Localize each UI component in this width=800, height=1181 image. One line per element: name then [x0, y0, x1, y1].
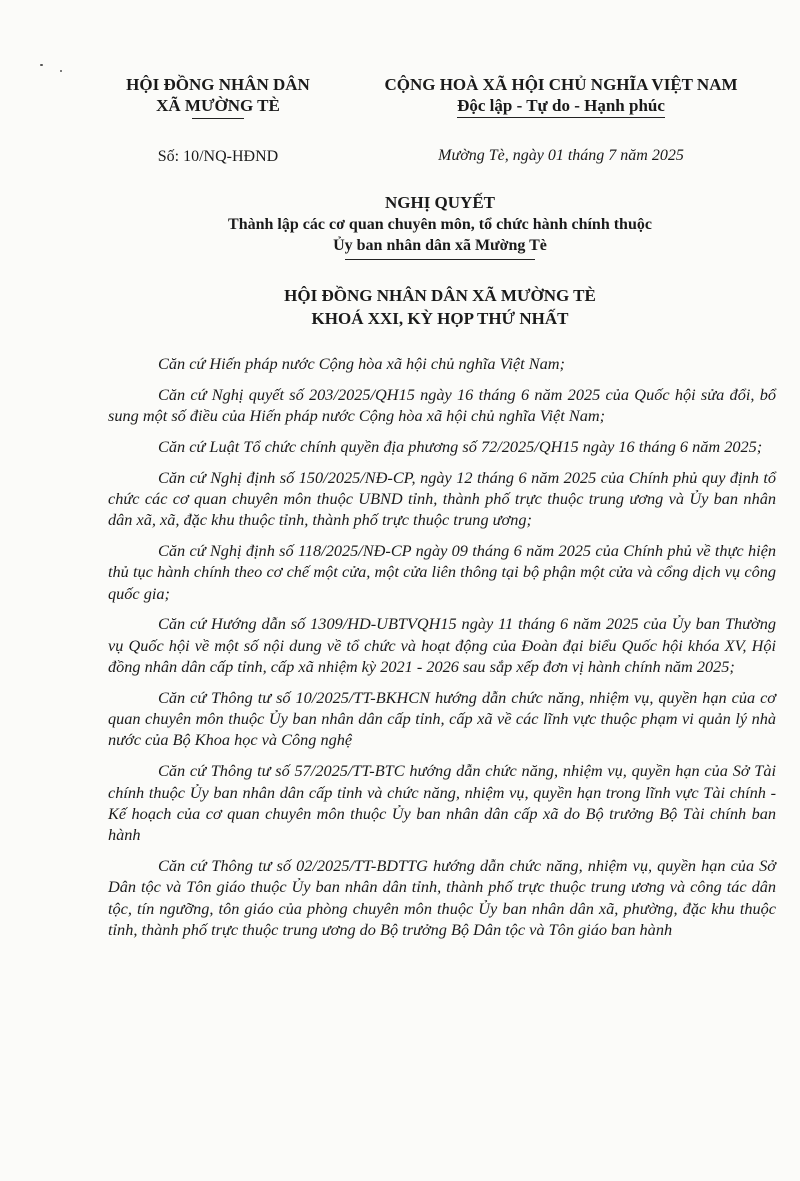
issuer-line-2: KHOÁ XXI, KỲ HỌP THỨ NHẤT [311, 309, 569, 328]
document-title [100, 192, 780, 260]
issuer-line-1: HỘI ĐỒNG NHÂN DÂN XÃ MƯỜNG TÈ [284, 286, 596, 305]
national-motto: Độc lập - Tự do - Hạnh phúc [457, 95, 665, 118]
legal-basis-paragraph: Căn cứ Hiến pháp nước Cộng hòa xã hội chủ nghĩa Việt Nam; [158, 354, 565, 373]
legal-basis-paragraph: Căn cứ Nghị quyết số 203/2025/QH15 ngày 16 tháng 6 năm 2025 của Quốc hội sửa đổi, bổ sung một số điều của Hiến pháp nước Cộng hòa xã hội chủ nghĩa Việt Nam; [108, 384, 776, 426]
scan-speck [40, 64, 43, 66]
subject-line-1: Thành lập các cơ quan chuyên môn, tổ chức hành chính thuộc [228, 216, 652, 233]
title-underline [345, 259, 535, 260]
legal-basis [108, 353, 776, 950]
document-number: Số: 10/NQ-HĐND [157, 148, 279, 165]
document-type: NGHỊ QUYẾT [384, 193, 496, 212]
scan-speck [60, 70, 62, 72]
legal-basis-paragraph: Căn cứ Hướng dẫn số 1309/HD-UBTVQH15 ngày 11 tháng 6 năm 2025 của Ủy ban Thường vụ Quốc hội về một số nội dung về tổ chức và hoạt động của Đoàn đại biểu Quốc hội khóa XV, Hội đồng nhân dân cấp tỉnh, cấp xã nhiệm kỳ 2021 - 2026 sau sắp xếp đơn vị hành chính năm 2025; [108, 614, 776, 677]
legal-basis-paragraph: Căn cứ Thông tư số 02/2025/TT-BDTTG hướng dẫn chức năng, nhiệm vụ, quyền hạn của Sở Dân tộc và Tôn giáo thuộc Ủy ban nhân dân tỉnh, thành phố trực thuộc trung ương và công tác dân tộc, tín ngưỡng, tôn giáo của phòng chuyên môn thuộc Ủy ban nhân dân xã, phường, đặc khu thuộc tỉnh, thành phố trực thuộc trung ương do Bộ trưởng Bộ Dân tộc và Tôn giáo ban hành [108, 855, 776, 939]
subject-line-2: Ủy ban nhân dân xã Mường Tè [333, 237, 547, 254]
legal-basis-paragraph: Căn cứ Thông tư số 57/2025/TT-BTC hướng dẫn chức năng, nhiệm vụ, quyền hạn của Sở Tài chính thuộc Ủy ban nhân dân cấp tỉnh và chức năng, nhiệm vụ, quyền hạn trong lĩnh vực Tài chính - Kế hoạch của cơ quan chuyên môn thuộc Ủy ban nhân dân cấp xã do Bộ trưởng Bộ Tài chính ban hành [108, 761, 776, 845]
council-name-line2: XÃ MƯỜNG TÈ [156, 96, 280, 115]
national-title [352, 74, 770, 118]
place-and-date: Mường Tè, ngày 01 tháng 7 năm 2025 [438, 147, 684, 164]
legal-basis-paragraph: Căn cứ Nghị định số 118/2025/NĐ-CP ngày 09 tháng 6 năm 2025 của Chính phủ về thực hiện thủ tục hành chính theo cơ chế một cửa, một cửa liên thông tại bộ phận một cửa và cổng dịch vụ công quốc gia; [108, 541, 776, 603]
legal-basis-paragraph: Căn cứ Nghị định số 150/2025/NĐ-CP, ngày 12 tháng 6 năm 2025 của Chính phủ quy định tổ chức các cơ quan chuyên môn thuộc UBND tỉnh, thành phố trực thuộc trung ương và Ủy ban nhân dân xã, xã, đặc khu thuộc tỉnh, thành phố trực thuộc trung ương; [108, 467, 776, 530]
legal-basis-paragraph: Căn cứ Thông tư số 10/2025/TT-BKHCN hướng dẫn chức năng, nhiệm vụ, quyền hạn của cơ quan chuyên môn thuộc Ủy ban nhân dân cấp tỉnh, cấp xã về các lĩnh vực thuộc phạm vi quản lý nhà nước của Bộ Khoa học và Công nghệ [108, 687, 776, 750]
state-name: CỘNG HOÀ XÃ HỘI CHỦ NGHĨA VIỆT NAM [384, 75, 738, 94]
council-name-line1: HỘI ĐỒNG NHÂN DÂN [126, 75, 310, 94]
issuing-body [100, 284, 780, 330]
issuing-authority [108, 74, 328, 119]
authority-underline [192, 118, 244, 119]
legal-basis-paragraph: Căn cứ Luật Tổ chức chính quyền địa phương số 72/2025/QH15 ngày 16 tháng 6 năm 2025; [158, 436, 763, 456]
